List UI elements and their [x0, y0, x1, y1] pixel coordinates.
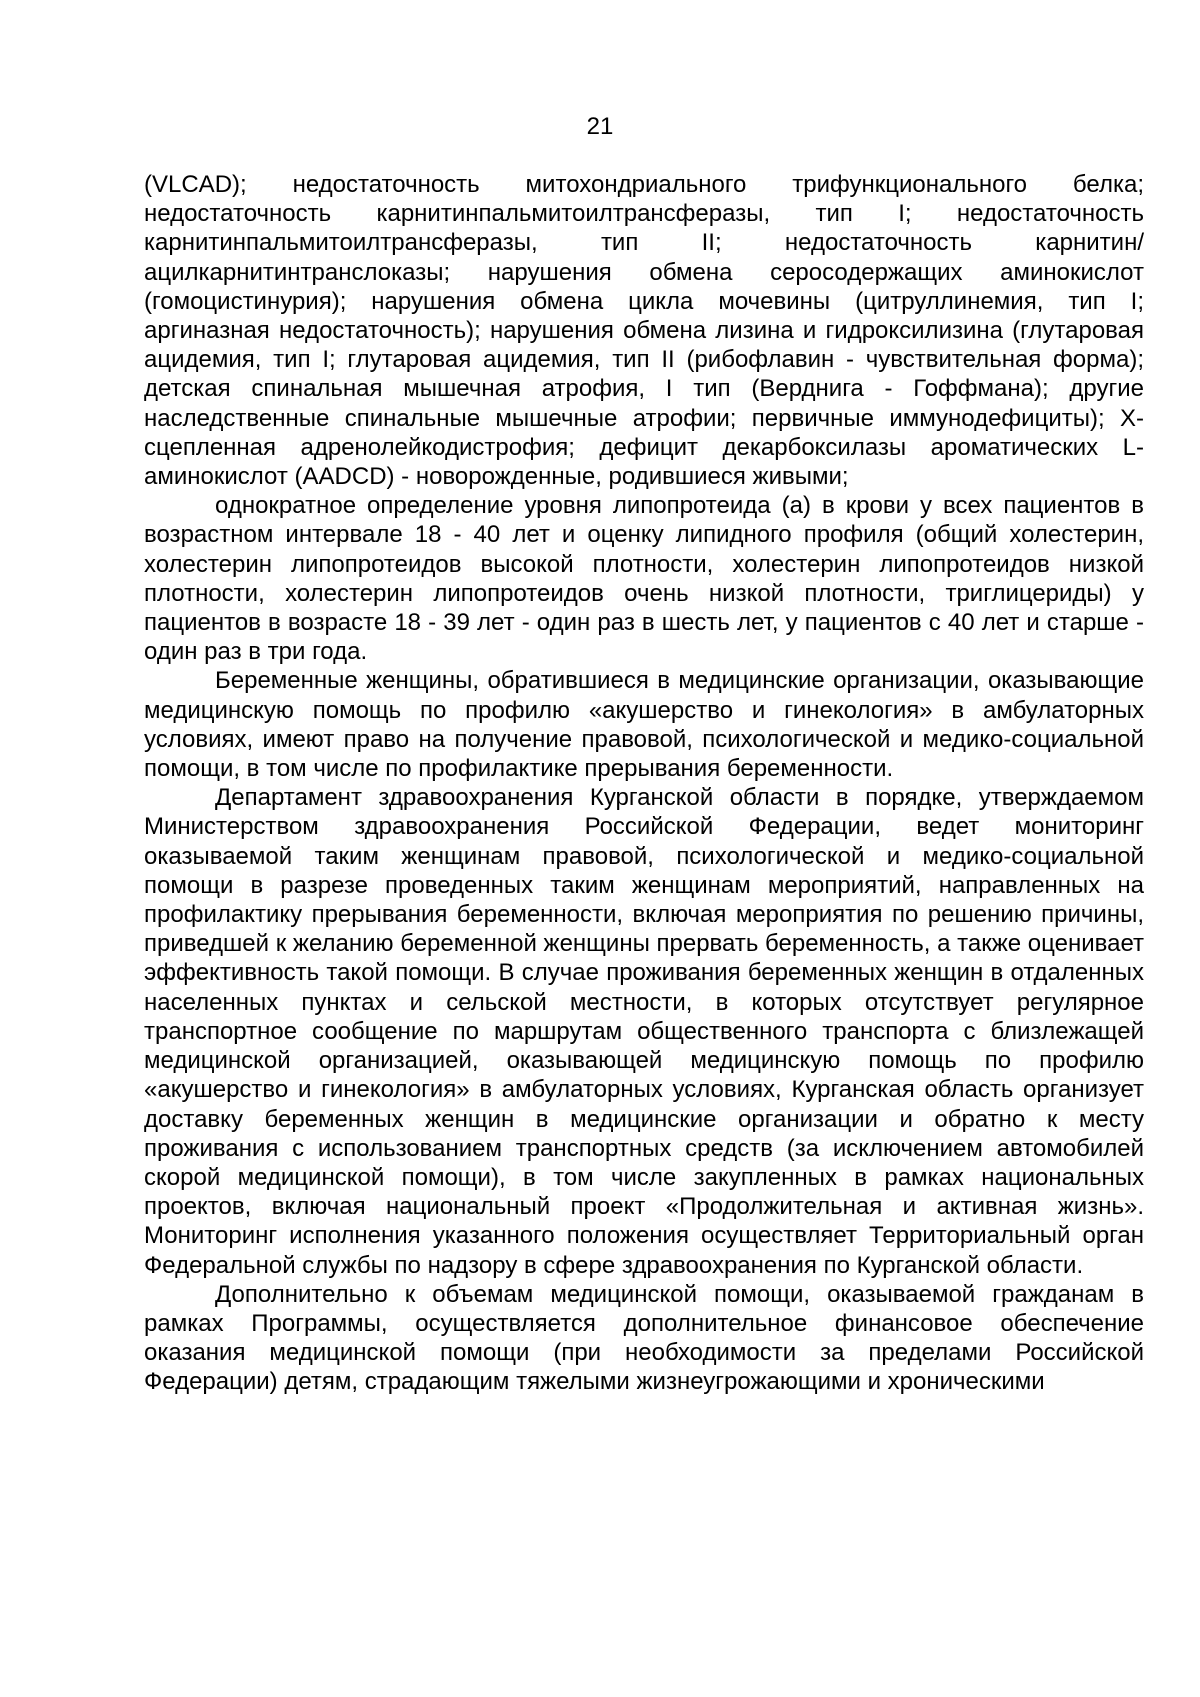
- paragraph-department-monitoring: Департамент здравоохранения Курганской области в порядке, утверждаемом Министерством здравоохранения Российской Федерации, ведет мониторинг оказываемой таким женщинам правовой, психологической и медико-социальной помощи в разрезе проведенных таким женщинам мероприятий, направленных на профилактику прерывания беременности, включая мероприятия по решению причины, приведшей к желанию беременной женщины прервать беременность, а также оценивает эффективность такой помощи. В случае проживания беременных женщин в отдаленных населенных пунктах и сельской местности, в которых отсутствует регулярное транспортное сообщение по маршрутам общественного транспорта с близлежащей медицинской организацией, оказывающей медицинскую помощь по профилю «акушерство и гинекология» в амбулаторных условиях, Курганская область организует доставку беременных женщин в медицинские организации и обратно к месту проживания с использованием транспортных средств (за исключением автомобилей скорой медицинской помощи), в том числе закупленных в рамках национальных проектов, включая национальный проект «Продолжительная и активная жизнь». Мониторинг исполнения указанного положения осуществляет Территориальный орган Федеральной службы по надзору в сфере здравоохранения по Курганской области.: [144, 784, 1144, 1279]
- page-number: 21: [586, 113, 614, 140]
- document-body: [144, 170, 1144, 1397]
- paragraph-continuation: (VLCAD); недостаточность митохондриального трифункционального белка; недостаточность карнитинпальмитоилтрансферазы, тип I; недостаточность карнитинпальмитоилтрансферазы, тип II; недостаточность карнитин/ацилкарнитинтранслоказы; нарушения обмена серосодержащих аминокислот (гомоцистинурия); нарушения обмена цикла мочевины (цитруллинемия, тип I; аргиназная недостаточность); нарушения обмена лизина и гидроксилизина (глутаровая ацидемия, тип I; глутаровая ацидемия, тип II (рибофлавин - чувствительная форма); детская спинальная мышечная атрофия, I тип (Верднига - Гоффмана); другие наследственные спинальные мышечные атрофии; первичные иммунодефициты); Х-сцепленная адренолейкодистрофия; дефицит декарбоксилазы ароматических L-аминокислот (AADCD) - новорожденные, родившиеся живыми;: [144, 171, 1144, 491]
- paragraph-lipoprotein: однократное определение уровня липопротеида (а) в крови у всех пациентов в возрастном интервале 18 - 40 лет и оценку липидного профиля (общий холестерин, холестерин липопротеидов высокой плотности, холестерин липопротеидов низкой плотности, холестерин липопротеидов очень низкой плотности, триглицериды) у пациентов в возрасте 18 - 39 лет - один раз в шесть лет, у пациентов с 40 лет и старше - один раз в три года.: [144, 492, 1144, 666]
- paragraph-additional-funding: Дополнительно к объемам медицинской помощи, оказываемой гражданам в рамках Программы, осуществляется дополнительное финансовое обеспечение оказания медицинской помощи (при необходимости за пределами Российской Федерации) детям, страдающим тяжелыми жизнеугрожающими и хроническими: [144, 1280, 1144, 1396]
- paragraph-pregnant-women: Беременные женщины, обратившиеся в медицинские организации, оказывающие медицинскую помощь по профилю «акушерство и гинекология» в амбулаторных условиях, имеют право на получение правовой, психологической и медико-социальной помощи, в том числе по профилактике прерывания беременности.: [144, 667, 1144, 783]
